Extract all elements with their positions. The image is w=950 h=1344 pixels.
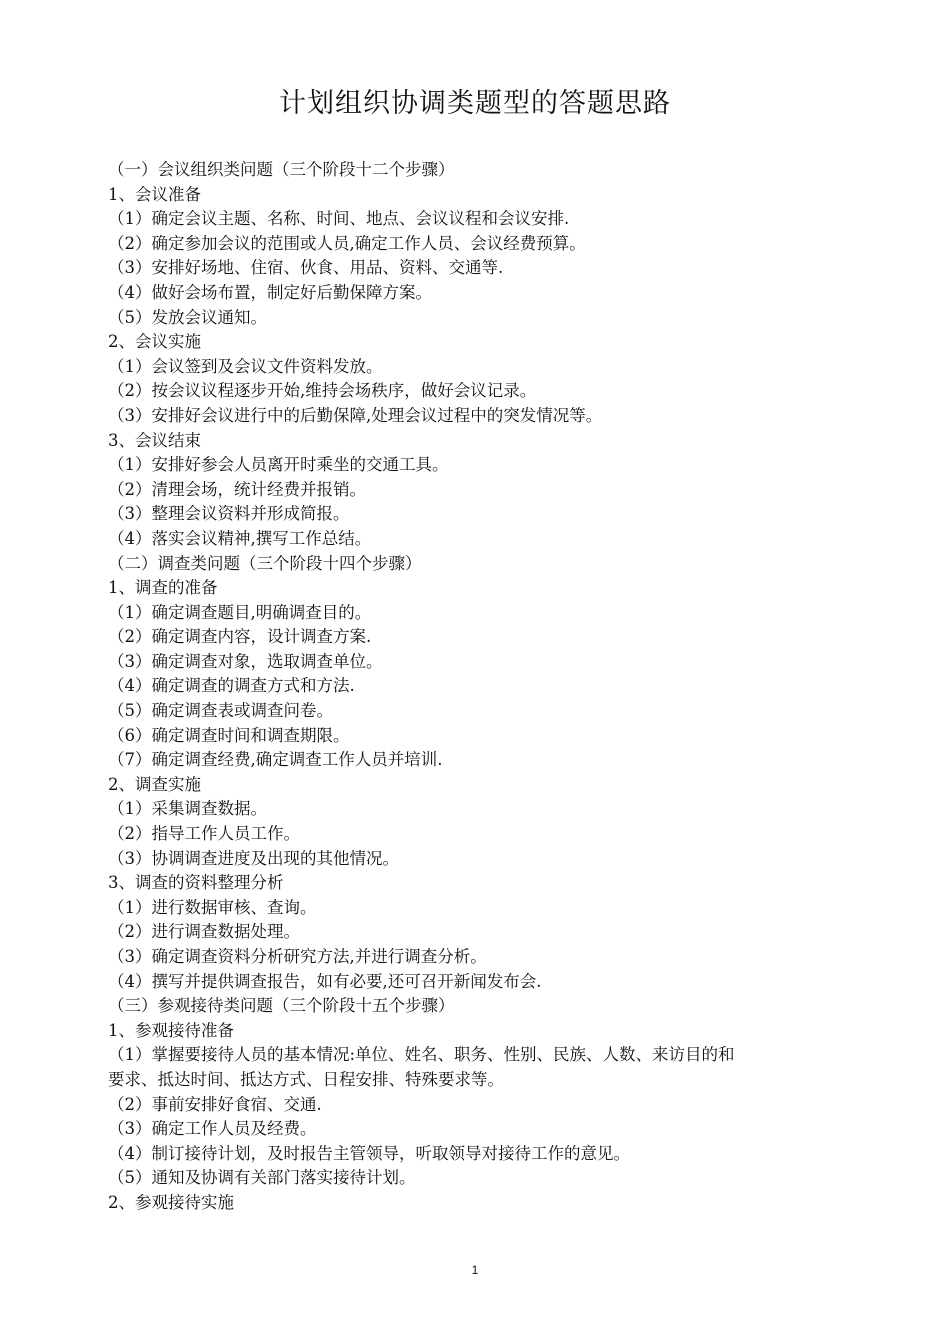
- list-item: （7）确定调查经费,确定调查工作人员并培训.: [108, 750, 443, 770]
- list-item: （1）确定会议主题、名称、时间、地点、会议议程和会议安排.: [108, 209, 570, 229]
- step-heading: 1、会议准备: [108, 184, 201, 204]
- list-item: （5）发放会议通知。: [108, 307, 267, 327]
- step-heading: 2、参观接待实施: [108, 1192, 234, 1212]
- list-item: （2）进行调查数据处理。: [108, 922, 300, 942]
- step-heading: 3、调查的资料整理分析: [108, 873, 284, 893]
- list-item: （5）确定调查表或调查问卷。: [108, 701, 333, 721]
- list-item: （2）按会议议程逐步开始,维持会场秩序，做好会议记录。: [108, 381, 537, 401]
- step-heading: 2、调查实施: [108, 774, 201, 794]
- list-item: （3）安排好场地、住宿、伙食、用品、资料、交通等.: [108, 258, 504, 278]
- list-item: 要求、抵达时间、抵达方式、日程安排、特殊要求等。: [108, 1069, 504, 1089]
- list-item: （1）确定调查题目,明确调查目的。: [108, 602, 372, 622]
- list-item: （5）通知及协调有关部门落实接待计划。: [108, 1168, 416, 1188]
- list-item: （2）清理会场，统计经费并报销。: [108, 479, 366, 499]
- document-title: 计划组织协调类题型的答题思路: [279, 88, 671, 119]
- list-item: （1）会议签到及会议文件资料发放。: [108, 356, 383, 376]
- section-heading: （一）会议组织类问题（三个阶段十二个步骤）: [108, 160, 455, 179]
- list-item: （1）进行数据审核、查询。: [108, 897, 317, 917]
- step-heading: 1、参观接待准备: [108, 1020, 234, 1040]
- list-item: （1）掌握要接待人员的基本情况:单位、姓名、职务、性别、民族、人数、来访目的和: [108, 1045, 735, 1065]
- list-item: （1）采集调查数据。: [108, 799, 267, 819]
- list-item: （2）指导工作人员工作。: [108, 824, 300, 844]
- list-item: （2）事前安排好食宿、交通.: [108, 1094, 322, 1114]
- list-item: （4）制订接待计划，及时报告主管领导，听取领导对接待工作的意见。: [108, 1143, 630, 1163]
- list-item: （3）整理会议资料并形成简报。: [108, 504, 350, 524]
- list-item: （2）确定参加会议的范围或人员,确定工作人员、会议经费预算。: [108, 233, 586, 253]
- page-number: 1: [471, 1263, 479, 1277]
- step-heading: 2、会议实施: [108, 332, 201, 352]
- list-item: （6）确定调查时间和调查期限。: [108, 725, 350, 745]
- step-heading: 1、调查的准备: [108, 578, 218, 598]
- list-item: （3）安排好会议进行中的后勤保障,处理会议过程中的突发情况等。: [108, 405, 603, 425]
- step-heading: 3、会议结束: [108, 430, 201, 450]
- list-item: （4）确定调查的调查方式和方法.: [108, 676, 355, 696]
- list-item: （3）协调调查进度及出现的其他情况。: [108, 848, 399, 868]
- list-item: （4）落实会议精神,撰写工作总结。: [108, 528, 372, 548]
- list-item: （4）做好会场布置，制定好后勤保障方案。: [108, 282, 432, 302]
- section-heading: （二）调查类问题（三个阶段十四个步骤）: [108, 553, 422, 573]
- list-item: （2）确定调查内容，设计调查方案.: [108, 627, 372, 647]
- list-item: （3）确定调查资料分析研究方法,并进行调查分析。: [108, 947, 487, 966]
- list-item: （3）确定调查对象，选取调查单位。: [108, 651, 383, 671]
- document-body: [108, 158, 848, 1216]
- section-heading: （三）参观接待类问题（三个阶段十五个步骤）: [108, 996, 455, 1016]
- list-item: （3）确定工作人员及经费。: [108, 1119, 317, 1139]
- list-item: （4）撰写并提供调查报告，如有必要,还可召开新闻发布会.: [108, 971, 542, 991]
- list-item: （1）安排好参会人员离开时乘坐的交通工具。: [108, 455, 449, 475]
